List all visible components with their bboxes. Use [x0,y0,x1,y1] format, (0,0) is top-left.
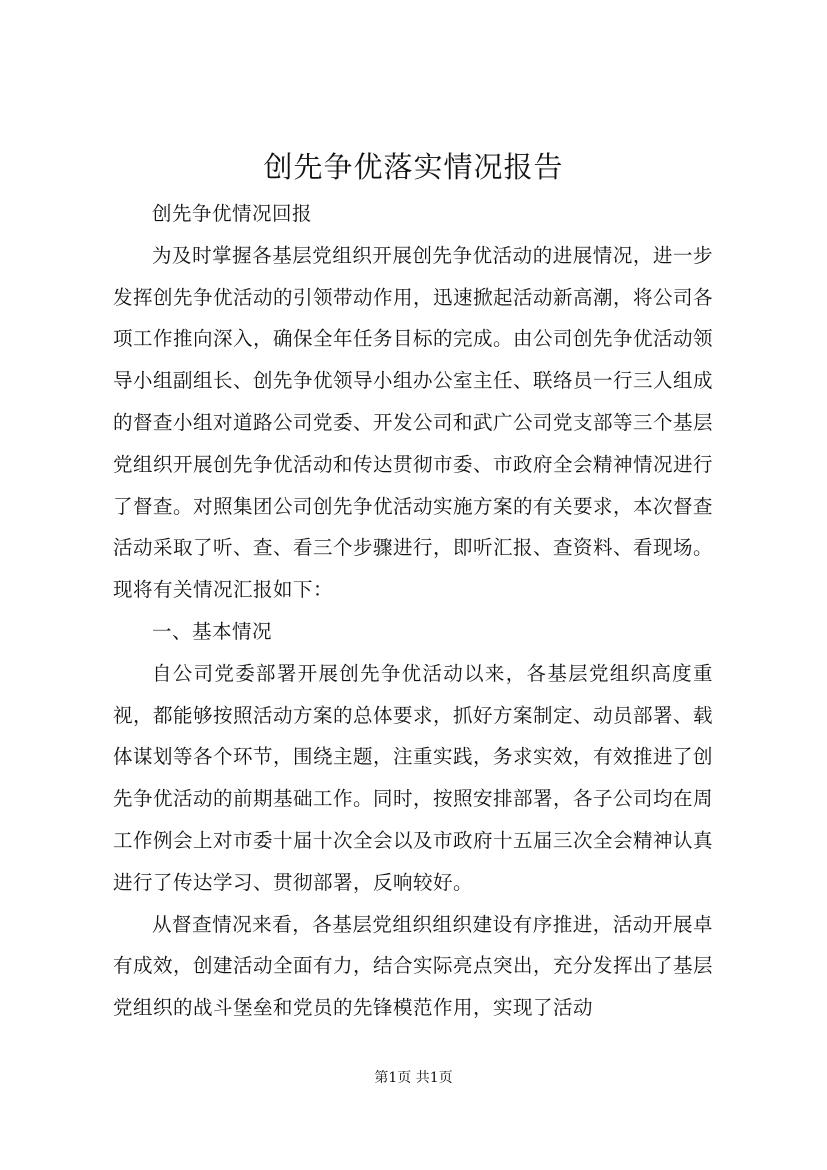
paragraph-basic-situation: 自公司党委部署开展创先争优活动以来，各基层党组织高度重视，都能够按照活动方案的总体要求，抓好方案制定、动员部署、载体谋划等各个环节，围绕主题，注重实践，务求实效，有效推进了创先争优活动的前期基础工作。同时，按照安排部署，各子公司均在周工作例会上对市委十届十次全会以及市政府十五届三次全会精神认真进行了传达学习、贯彻部署，反响较好。 [113,661,714,894]
document-body [113,193,713,1029]
page-footer: 第1页 共1页 [374,1070,453,1086]
section-heading-basic-situation: 一、基本情况 [152,619,273,643]
document-title: 创先争优落实情况报告 [263,150,564,184]
paragraph-inspection-findings: 从督查情况来看，各基层党组织组织建设有序推进，活动开展卓有成效，创建活动全面有力，结合实际亮点突出，充分发挥出了基层党组织的战斗堡垒和党员的先锋模范作用，实现了活动 [113,912,714,1020]
paragraph-intro: 为及时掌握各基层党组织开展创先争优活动的进展情况，进一步发挥创先争优活动的引领带动作用，迅速掀起活动新高潮，将公司各项工作推向深入，确保全年任务目标的完成。由公司创先争优活动领导小组副组长、创先争优领导小组办公室主任、联络员一行三人组成的督查小组对道路公司党委、开发公司和武广公司党支部等三个基层党组织开展创先争优活动和传达贯彻市委、市政府全会精神情况进行了督查。对照集团公司创先争优活动实施方案的有关要求，本次督查活动采取了听、查、看三个步骤进行，即听汇报、查资料、看现场。现将有关情况汇报如下： [113,243,714,602]
paragraph-subtitle: 创先争优情况回报 [152,202,313,225]
